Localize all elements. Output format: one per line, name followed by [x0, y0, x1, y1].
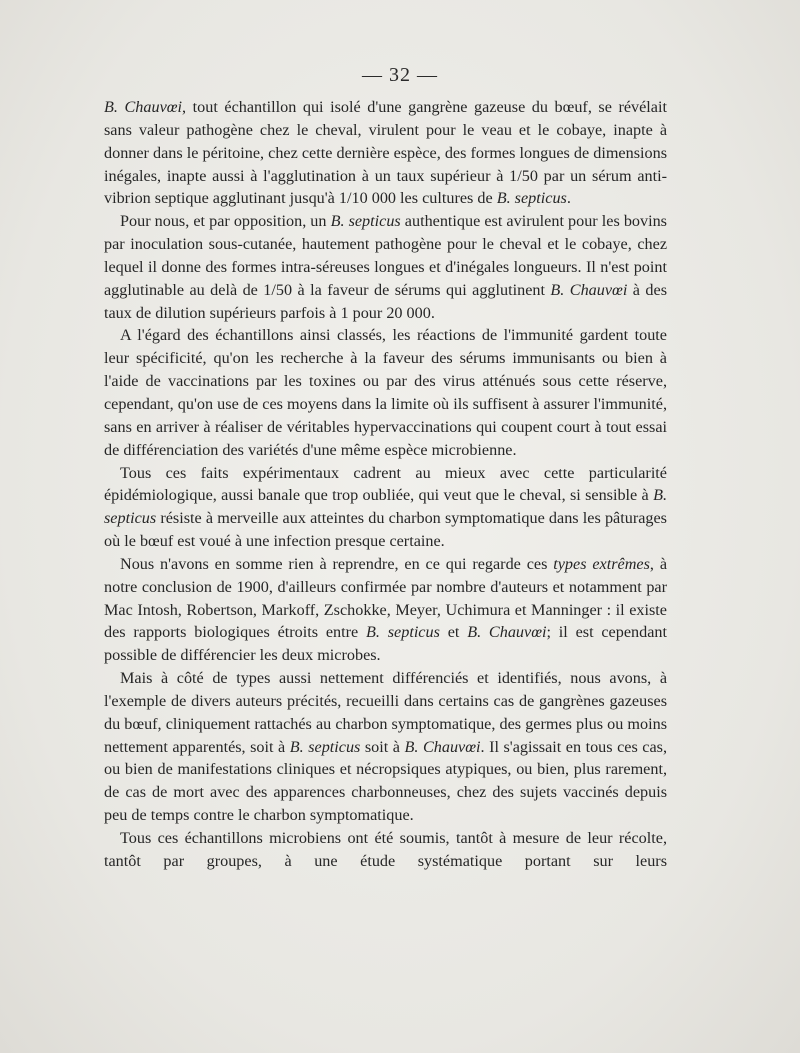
species-name: B. Chauvœi: [104, 98, 183, 116]
paragraph: [104, 96, 667, 210]
text-run: A l'égard des échantillons ainsi classés, les réactions de l'immunité gardent toute leur spécificité, qu'on les recherche à la faveur des sérums immunisants ou bien à l'aide de vaccinations par les toxines ou par des virus atténués sous cette réserve, cependant, qu'on use de ces moyens dans la limite où ils suffisent à assurer l'immunité, sans en arriver à réaliser de véritables hypervaccinations qui coupent court à tout essai de différenciation des variétés d'une même espèce microbienne.: [104, 326, 667, 459]
text-run: Mais à côté de types aussi nettement différenciés et identifiés, nous avons, à l'exemple de divers auteurs précités, recueilli dans certains cas de gangrènes gazeuses du bœuf, cliniquement rattachés au charbon symptomatique, des germes plus ou moins nettement apparentés, soit à: [104, 669, 667, 756]
page-number: — 32 —: [362, 64, 438, 86]
emphasis: types extrêmes: [553, 554, 650, 573]
text-run: Tous ces échantillons microbiens ont été soumis, tantôt à mesure de leur récolte, tantôt par groupes, à une étude systématique portant sur leurs: [104, 829, 667, 870]
text-run: et: [439, 623, 468, 642]
species-name: B. septicus: [104, 486, 667, 528]
species-name: B. Chauvœi: [404, 737, 481, 756]
text-run: à des taux de dilution supérieurs parfois à 1 pour 20 000.: [104, 280, 667, 322]
species-name: B. Chauvœi: [550, 280, 628, 299]
species-name: B. Chauvœi: [467, 623, 547, 642]
text-run: , à notre conclusion de 1900, d'ailleurs confirmée par nombre d'auteurs et notamment par Mac Intosh, Robertson, Markoff, Zschokke, Meyer, Uchimura et Manninger : il existe des rapports biologiques étroits entre: [104, 554, 667, 642]
text-body: [104, 96, 667, 873]
paragraph: [104, 462, 667, 553]
text-run: soit à: [360, 737, 405, 756]
text-run: Nous n'avons en somme rien à reprendre, en ce qui regarde ces: [120, 554, 554, 573]
text-run: authentique est avirulent pour les bovins par inoculation sous-cutanée, hautement pathogène pour le cheval et le cobaye, chez lequel il donne des formes intra-séreuses longues et d'inégales longueurs. Il n'est point agglutinable au delà de 1/50 à la faveur de sérums qui agglutinent: [104, 212, 667, 299]
paragraph: [104, 210, 667, 324]
paragraph: [104, 553, 667, 667]
text-run: résiste à merveille aux atteintes du charbon symptomatique dans les pâturages où le bœuf est voué à une infection presque certaine.: [104, 509, 667, 551]
text-run: ; il est cependant possible de différencier les deux microbes.: [104, 623, 667, 665]
text-run: Tous ces faits expérimentaux cadrent au mieux avec cette particularité épidémiologique, aussi banale que trop oubliée, qui veut que le cheval, si sensible à: [104, 463, 667, 505]
text-run: .: [566, 189, 571, 208]
text-run: . Il s'agissait en tous ces cas, ou bien de manifestations cliniques et nécropsiques atypiques, ou bien, plus rarement, de cas de mort avec des apparences charbonneuses, chez des sujets vaccinés depuis peu de temps contre le charbon symptomatique.: [104, 737, 667, 825]
species-name: B. septicus: [289, 737, 361, 756]
species-name: B. septicus: [496, 189, 567, 208]
species-name: B. septicus: [366, 623, 440, 642]
species-name: B. septicus: [330, 212, 401, 231]
paragraph: [104, 324, 667, 461]
paragraph: [104, 667, 667, 827]
text-run: , tout échantillon qui isolé d'une gangrène gazeuse du bœuf, se révélait sans valeur pathogène chez le cheval, virulent pour le veau et le cobaye, inapte à donner dans le péritoine, chez cette dernière espèce, des formes longues de dimensions inégales, inapte aussi à l'agglutination à un taux supérieur à 1/50 par un sérum anti-vibrion septique agglutinant jusqu'à 1/10 000 les cultures de: [104, 98, 667, 208]
text-run: Pour nous, et par opposition, un: [120, 212, 331, 231]
paragraph: [104, 827, 667, 873]
